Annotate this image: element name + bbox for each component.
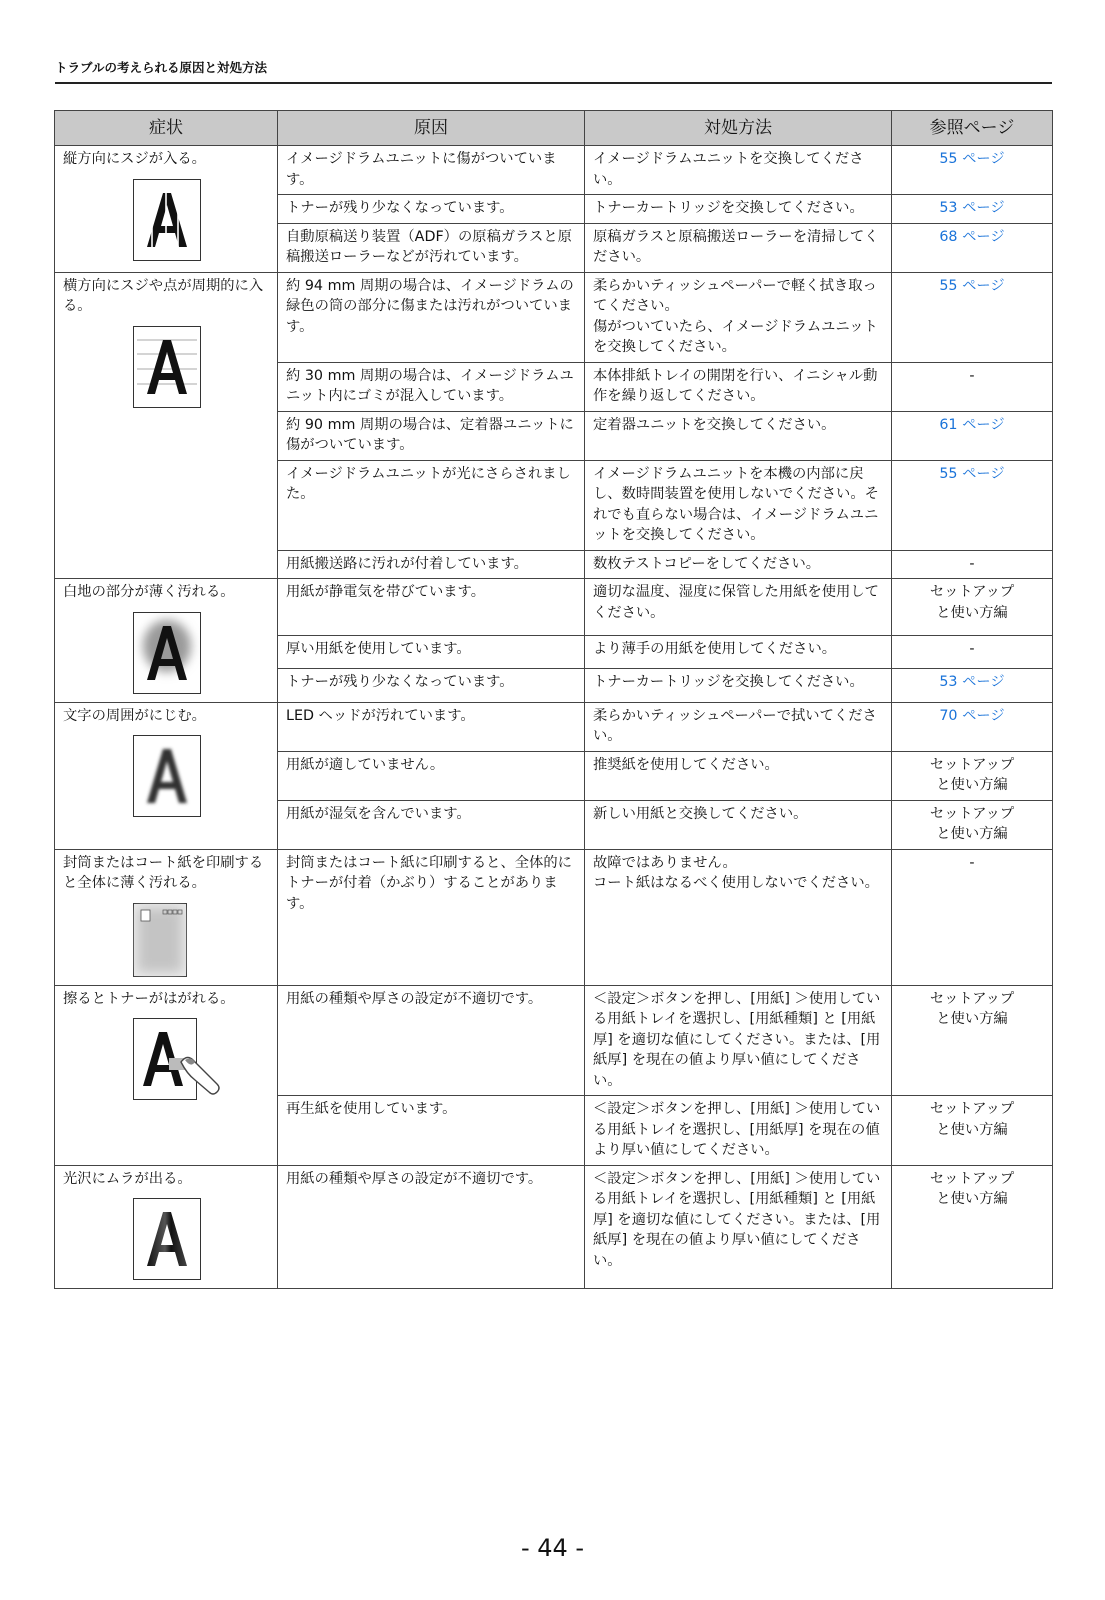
- reference-page-link[interactable]: 70 ページ: [939, 707, 1005, 724]
- symptom-cell: [55, 1165, 278, 1289]
- remedy-cell: トナーカートリッジを交換してください。: [585, 669, 892, 702]
- remedy-cell: 本体排紙トレイの開閉を行い、イニシャル動作を繰り返してください。: [585, 362, 892, 411]
- symptom-text: 擦るとトナーがはがれる。: [63, 990, 235, 1007]
- cause-cell: 用紙の種類や厚さの設定が不適切です。: [278, 985, 585, 1096]
- reference-text: -: [969, 367, 975, 384]
- cause-cell: イメージドラムユニットが光にさらされました。: [278, 460, 585, 550]
- symptom-cell: [55, 579, 278, 703]
- page-header: トラブルの考えられる原因と対処方法: [55, 58, 1052, 84]
- remedy-cell: ＜設定＞ボタンを押し、[用紙] ＞使用している用紙トレイを選択し、[用紙種類] と [用紙厚] を適切な値にしてください。または、[用紙厚] を現在の値より厚い値にしてください。: [585, 1165, 892, 1289]
- reference-text: セットアップと使い方編: [929, 584, 1015, 621]
- remedy-cell: ＜設定＞ボタンを押し、[用紙] ＞使用している用紙トレイを選択し、[用紙厚] を現在の値より厚い値にしてください。: [585, 1096, 892, 1166]
- cause-cell: 封筒またはコート紙に印刷すると、全体的にトナーが付着（かぶり）することがあります。: [278, 849, 585, 985]
- remedy-cell: 原稿ガラスと原稿搬送ローラーを清掃してください。: [585, 223, 892, 272]
- remedy-cell: イメージドラムユニットを交換してください。: [585, 146, 892, 195]
- remedy-cell: 故障ではありません。 コート紙はなるべく使用しないでください。: [585, 849, 892, 985]
- remedy-cell: トナーカートリッジを交換してください。: [585, 195, 892, 224]
- reference-text: セットアップと使い方編: [929, 990, 1015, 1027]
- background-smudge-sample-icon: [133, 612, 269, 694]
- reference-text: -: [969, 641, 975, 658]
- cause-cell: トナーが残り少なくなっています。: [278, 669, 585, 702]
- symptom-text: 横方向にスジや点が周期的に入る。: [63, 277, 264, 314]
- reference-text: セットアップと使い方編: [929, 756, 1015, 793]
- cause-cell: 用紙搬送路に汚れが付着しています。: [278, 550, 585, 579]
- remedy-cell: より薄手の用紙を使用してください。: [585, 636, 892, 669]
- reference-page-link[interactable]: 61 ページ: [939, 416, 1005, 433]
- remedy-cell: 推奨紙を使用してください。: [585, 751, 892, 800]
- envelope-smudge-sample-icon: [133, 903, 269, 977]
- toner-rub-off-sample-icon: [133, 1018, 269, 1100]
- reference-cell: [892, 460, 1053, 550]
- reference-cell: [892, 146, 1053, 195]
- reference-cell: [892, 636, 1053, 669]
- cause-cell: LED ヘッドが汚れています。: [278, 702, 585, 751]
- symptom-cell: [55, 272, 278, 579]
- cause-cell: 自動原稿送り装置（ADF）の原稿ガラスと原稿搬送ローラーなどが汚れています。: [278, 223, 585, 272]
- reference-page-link[interactable]: 53 ページ: [939, 200, 1005, 216]
- reference-cell: [892, 702, 1053, 751]
- reference-cell: [892, 550, 1053, 579]
- table-row: [55, 146, 1053, 195]
- cause-cell: 用紙が湿気を含んでいます。: [278, 800, 585, 849]
- remedy-cell: 柔らかいティッシュペーパーで拭いてください。: [585, 702, 892, 751]
- reference-cell: [892, 1165, 1053, 1289]
- reference-page-link[interactable]: 68 ページ: [939, 228, 1005, 245]
- reference-cell: [892, 985, 1053, 1096]
- remedy-cell: 定着器ユニットを交換してください。: [585, 411, 892, 460]
- horizontal-streak-sample-icon: [133, 326, 269, 408]
- symptom-cell: [55, 985, 278, 1165]
- symptom-cell: [55, 146, 278, 273]
- remedy-cell: 適切な温度、湿度に保管した用紙を使用してください。: [585, 579, 892, 636]
- table-row: [55, 702, 1053, 751]
- troubleshooting-table: [54, 110, 1053, 1289]
- blurred-text-sample-icon: [133, 735, 269, 817]
- symptom-cell: [55, 849, 278, 985]
- symptom-text: 白地の部分が薄く汚れる。: [63, 584, 235, 600]
- reference-text: -: [969, 555, 975, 572]
- cause-cell: 約 94 mm 周期の場合は、イメージドラムの緑色の筒の部分に傷または汚れがついています。: [278, 272, 585, 362]
- reference-text: セットアップと使い方編: [929, 1170, 1015, 1207]
- symptom-cell: [55, 702, 278, 849]
- symptom-text: 文字の周囲がにじむ。: [63, 707, 206, 724]
- table-row: [55, 985, 1053, 1096]
- reference-cell: [892, 272, 1053, 362]
- table-row: [55, 849, 1053, 985]
- reference-text: -: [969, 854, 975, 871]
- reference-page-link[interactable]: 55 ページ: [939, 465, 1005, 482]
- table-row: [55, 579, 1053, 636]
- reference-cell: [892, 849, 1053, 985]
- cause-cell: 用紙の種類や厚さの設定が不適切です。: [278, 1165, 585, 1289]
- cause-cell: イメージドラムユニットに傷がついています。: [278, 146, 585, 195]
- reference-page-link[interactable]: 55 ページ: [939, 151, 1005, 167]
- reference-page-link[interactable]: 55 ページ: [939, 277, 1005, 294]
- column-header-remedy: 対処方法: [585, 111, 892, 146]
- table-row: [55, 1165, 1053, 1289]
- cause-cell: 厚い用紙を使用しています。: [278, 636, 585, 669]
- reference-text: セットアップと使い方編: [929, 805, 1015, 842]
- cause-cell: 用紙が適していません。: [278, 751, 585, 800]
- remedy-cell: 新しい用紙と交換してください。: [585, 800, 892, 849]
- reference-cell: [892, 669, 1053, 702]
- cause-cell: 約 30 mm 周期の場合は、イメージドラムユニット内にゴミが混入しています。: [278, 362, 585, 411]
- column-header-cause: 原因: [278, 111, 585, 146]
- page-number: - 44 -: [520, 1534, 585, 1562]
- reference-cell: [892, 195, 1053, 224]
- reference-cell: [892, 1096, 1053, 1166]
- cause-cell: 用紙が静電気を帯びています。: [278, 579, 585, 636]
- symptom-text: 封筒またはコート紙を印刷すると全体に薄く汚れる。: [63, 854, 264, 891]
- symptom-text: 縦方向にスジが入る。: [63, 151, 206, 167]
- vertical-streak-sample-icon: [133, 179, 269, 261]
- reference-cell: [892, 362, 1053, 411]
- cause-cell: トナーが残り少なくなっています。: [278, 195, 585, 224]
- reference-cell: [892, 751, 1053, 800]
- column-header-reference: 参照ページ: [892, 111, 1053, 146]
- column-header-symptom: 症状: [55, 111, 278, 146]
- table-header-row: [55, 111, 1053, 146]
- reference-page-link[interactable]: 53 ページ: [939, 674, 1005, 691]
- reference-text: セットアップと使い方編: [929, 1101, 1015, 1138]
- remedy-cell: イメージドラムユニットを本機の内部に戻し、数時間装置を使用しないでください。それでも直らない場合は、イメージドラムユニットを交換してください。: [585, 460, 892, 550]
- reference-cell: [892, 579, 1053, 636]
- table-body: [55, 146, 1053, 1289]
- cause-cell: 再生紙を使用しています。: [278, 1096, 585, 1166]
- remedy-cell: 柔らかいティッシュペーパーで軽く拭き取ってください。 傷がついていたら、イメージドラムユニットを交換してください。: [585, 272, 892, 362]
- cause-cell: 約 90 mm 周期の場合は、定着器ユニットに傷がついています。: [278, 411, 585, 460]
- reference-cell: [892, 800, 1053, 849]
- uneven-gloss-sample-icon: [133, 1198, 269, 1280]
- symptom-text: 光沢にムラが出る。: [63, 1170, 192, 1187]
- table-row: [55, 272, 1053, 362]
- reference-cell: [892, 223, 1053, 272]
- remedy-cell: 数枚テストコピーをしてください。: [585, 550, 892, 579]
- remedy-cell: ＜設定＞ボタンを押し、[用紙] ＞使用している用紙トレイを選択し、[用紙種類] と [用紙厚] を適切な値にしてください。または、[用紙厚] を現在の値より厚い値にしてください。: [585, 985, 892, 1096]
- reference-cell: [892, 411, 1053, 460]
